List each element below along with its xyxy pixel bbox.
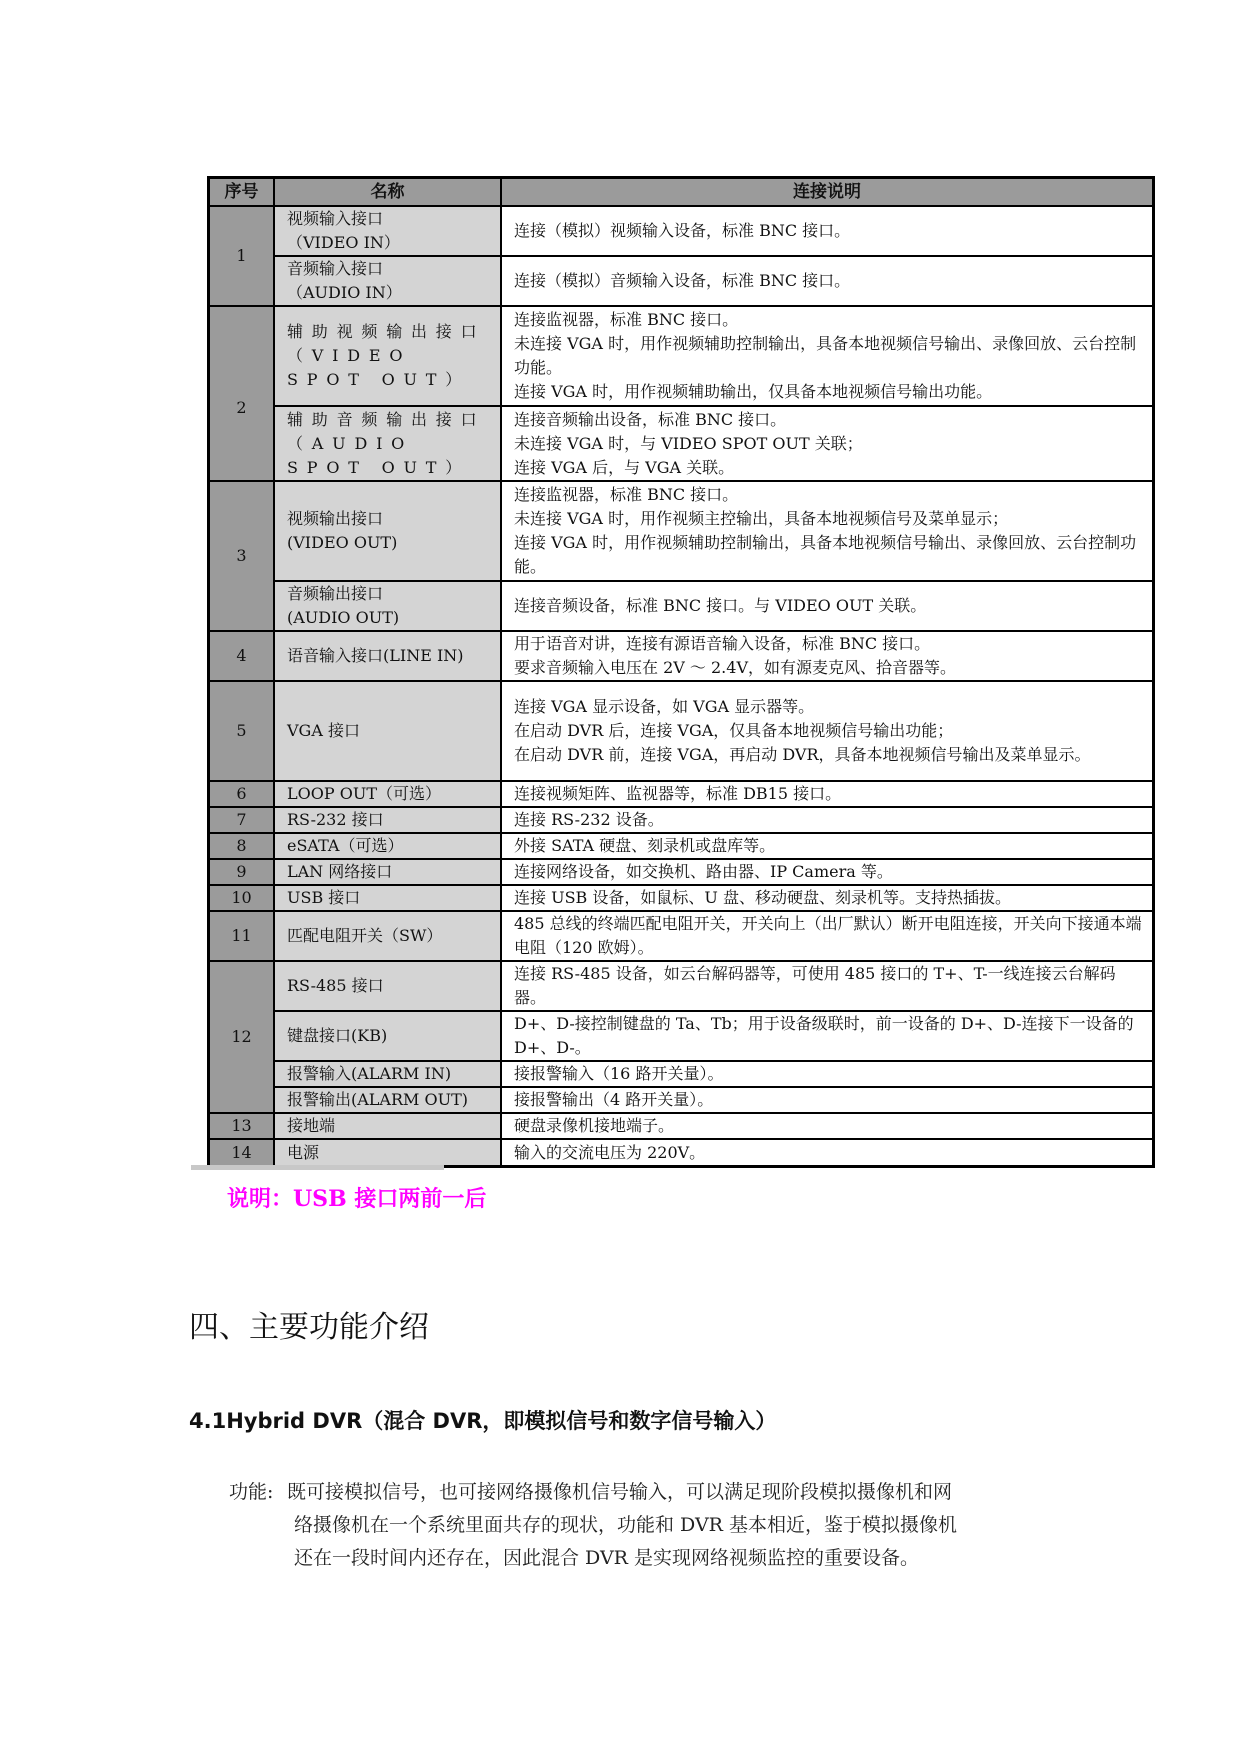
row-name: 视频输入接口 （VIDEO IN）: [274, 206, 501, 256]
row-desc: 外接 SATA 硬盘、刻录机或盘库等。: [501, 833, 1152, 859]
row-number: 1: [210, 206, 274, 306]
row-desc: 485 总线的终端匹配电阻开关，开关向上（出厂默认）断开电阻连接，开关向下接通本端电阻（120 欧姆）。: [501, 911, 1152, 961]
table-row: [210, 306, 1152, 406]
table-row: [210, 781, 1152, 807]
table-row: [210, 807, 1152, 833]
row-name: 报警输入(ALARM IN): [274, 1061, 501, 1087]
row-number: 7: [210, 807, 274, 833]
row-number: 6: [210, 781, 274, 807]
table-row: [210, 1139, 1152, 1165]
row-number: 10: [210, 885, 274, 911]
table-row: [210, 256, 1152, 306]
row-desc: 接报警输入（16 路开关量）。: [501, 1061, 1152, 1087]
row-number: 3: [210, 481, 274, 631]
header-num: 序号: [210, 179, 274, 206]
row-desc: 连接 USB 设备，如鼠标、U 盘、移动硬盘、刻录机等。支持热插拔。: [501, 885, 1152, 911]
row-desc: 连接（模拟）视频输入设备，标准 BNC 接口。: [501, 206, 1152, 256]
row-name: 报警输出(ALARM OUT): [274, 1087, 501, 1113]
row-desc: D+、D-接控制键盘的 Ta、Tb；用于设备级联时，前一设备的 D+、D-连接下一设备的 D+、D-。: [501, 1011, 1152, 1061]
row-name: 匹配电阻开关（SW）: [274, 911, 501, 961]
function-label: 功能:: [229, 1481, 274, 1503]
table-row: [210, 581, 1152, 631]
table-row: [210, 1087, 1152, 1113]
header-name: 名称: [274, 179, 501, 206]
header-desc: 连接说明: [501, 179, 1152, 206]
row-name: 音频输出接口 (AUDIO OUT): [274, 581, 501, 631]
row-desc: 连接 VGA 显示设备，如 VGA 显示器等。 在启动 DVR 后，连接 VGA，仅具备本地视频信号输出功能； 在启动 DVR 前，连接 VGA，再启动 DVR，具备本地视频信号输出及菜单显示。: [501, 681, 1152, 781]
table-row: [210, 481, 1152, 581]
table-row: [210, 1113, 1152, 1139]
function-paragraph: [229, 1476, 1079, 1575]
row-name: 语音输入接口(LINE IN): [274, 631, 501, 681]
row-desc: 输入的交流电压为 220V。: [501, 1139, 1152, 1165]
row-desc: 用于语音对讲，连接有源语音输入设备，标准 BNC 接口。 要求音频输入电压在 2V ～ 2.4V，如有源麦克风、拾音器等。: [501, 631, 1152, 681]
row-number: 13: [210, 1113, 274, 1139]
function-line: 还在一段时间内还存在，因此混合 DVR 是实现网络视频监控的重要设备。: [294, 1547, 920, 1569]
section-title: 四、主要功能介绍: [189, 1310, 429, 1345]
row-desc: 硬盘录像机接地端子。: [501, 1113, 1152, 1139]
row-name: 键盘接口(KB): [274, 1011, 501, 1061]
row-name: LOOP OUT（可选）: [274, 781, 501, 807]
row-name: RS-485 接口: [274, 961, 501, 1011]
function-body: [287, 1476, 1079, 1575]
interface-table-grid: [210, 179, 1152, 1165]
table-row: [210, 911, 1152, 961]
row-desc: 连接网络设备，如交换机、路由器、IP Camera 等。: [501, 859, 1152, 885]
row-name: 视频输出接口 (VIDEO OUT): [274, 481, 501, 581]
subsection-title: 4.1Hybrid DVR（混合 DVR，即模拟信号和数字信号输入）: [189, 1409, 777, 1433]
table-row: [210, 1011, 1152, 1061]
table-row: [210, 833, 1152, 859]
table-row: [210, 631, 1152, 681]
table-row: [210, 1061, 1152, 1087]
row-desc: 连接 RS-485 设备，如云台解码器等，可使用 485 接口的 T+、T-一线连接云台解码器。: [501, 961, 1152, 1011]
table-row: [210, 961, 1152, 1011]
row-name: 接地端: [274, 1113, 501, 1139]
row-desc: 连接监视器，标准 BNC 接口。 未连接 VGA 时，用作视频辅助控制输出，具备本地视频信号输出、录像回放、云台控制功能。 连接 VGA 时，用作视频辅助输出，仅具备本地视频信号输出功能。: [501, 306, 1152, 406]
table-row: [210, 859, 1152, 885]
table-header-row: [210, 179, 1152, 206]
table-row: [210, 406, 1152, 481]
function-line: 络摄像机在一个系统里面共存的现状，功能和 DVR 基本相近，鉴于模拟摄像机: [294, 1514, 958, 1536]
row-number: 12: [210, 961, 274, 1113]
usb-note: 说明：USB 接口两前一后: [227, 1186, 487, 1212]
table-row: [210, 885, 1152, 911]
row-name: 电源: [274, 1139, 501, 1165]
row-desc: 连接音频设备，标准 BNC 接口。与 VIDEO OUT 关联。: [501, 581, 1152, 631]
row-name: 辅助音频输出接口 （AUDIO SPOT OUT）: [274, 406, 501, 481]
row-desc: 接报警输出（4 路开关量）。: [501, 1087, 1152, 1113]
row-desc: 连接（模拟）音频输入设备，标准 BNC 接口。: [501, 256, 1152, 306]
table-row: [210, 206, 1152, 256]
row-number: 9: [210, 859, 274, 885]
interface-table: [207, 176, 1155, 1168]
row-desc: 连接视频矩阵、监视器等，标准 DB15 接口。: [501, 781, 1152, 807]
row-desc: 连接监视器，标准 BNC 接口。 未连接 VGA 时，用作视频主控输出，具备本地视频信号及菜单显示； 连接 VGA 时，用作视频辅助控制输出，具备本地视频信号输出、录像回放、云台控制功能。: [501, 481, 1152, 581]
row-name: LAN 网络接口: [274, 859, 501, 885]
row-number: 2: [210, 306, 274, 481]
row-name: RS-232 接口: [274, 807, 501, 833]
row-number: 4: [210, 631, 274, 681]
row-number: 14: [210, 1139, 274, 1165]
function-line: 既可接模拟信号，也可接网络摄像机信号输入，可以满足现阶段模拟摄像机和网: [287, 1481, 953, 1503]
row-desc: 连接音频输出设备，标准 BNC 接口。 未连接 VGA 时，与 VIDEO SPOT OUT 关联； 连接 VGA 后，与 VGA 关联。: [501, 406, 1152, 481]
table-row: [210, 681, 1152, 781]
row-number: 11: [210, 911, 274, 961]
row-name: 音频输入接口 （AUDIO IN）: [274, 256, 501, 306]
row-name: USB 接口: [274, 885, 501, 911]
table-shadow-divider: [191, 1165, 444, 1170]
row-name: 辅助视频输出接口 （VIDEO SPOT OUT）: [274, 306, 501, 406]
row-name: VGA 接口: [274, 681, 501, 781]
row-number: 5: [210, 681, 274, 781]
row-name: eSATA（可选）: [274, 833, 501, 859]
row-number: 8: [210, 833, 274, 859]
row-desc: 连接 RS-232 设备。: [501, 807, 1152, 833]
